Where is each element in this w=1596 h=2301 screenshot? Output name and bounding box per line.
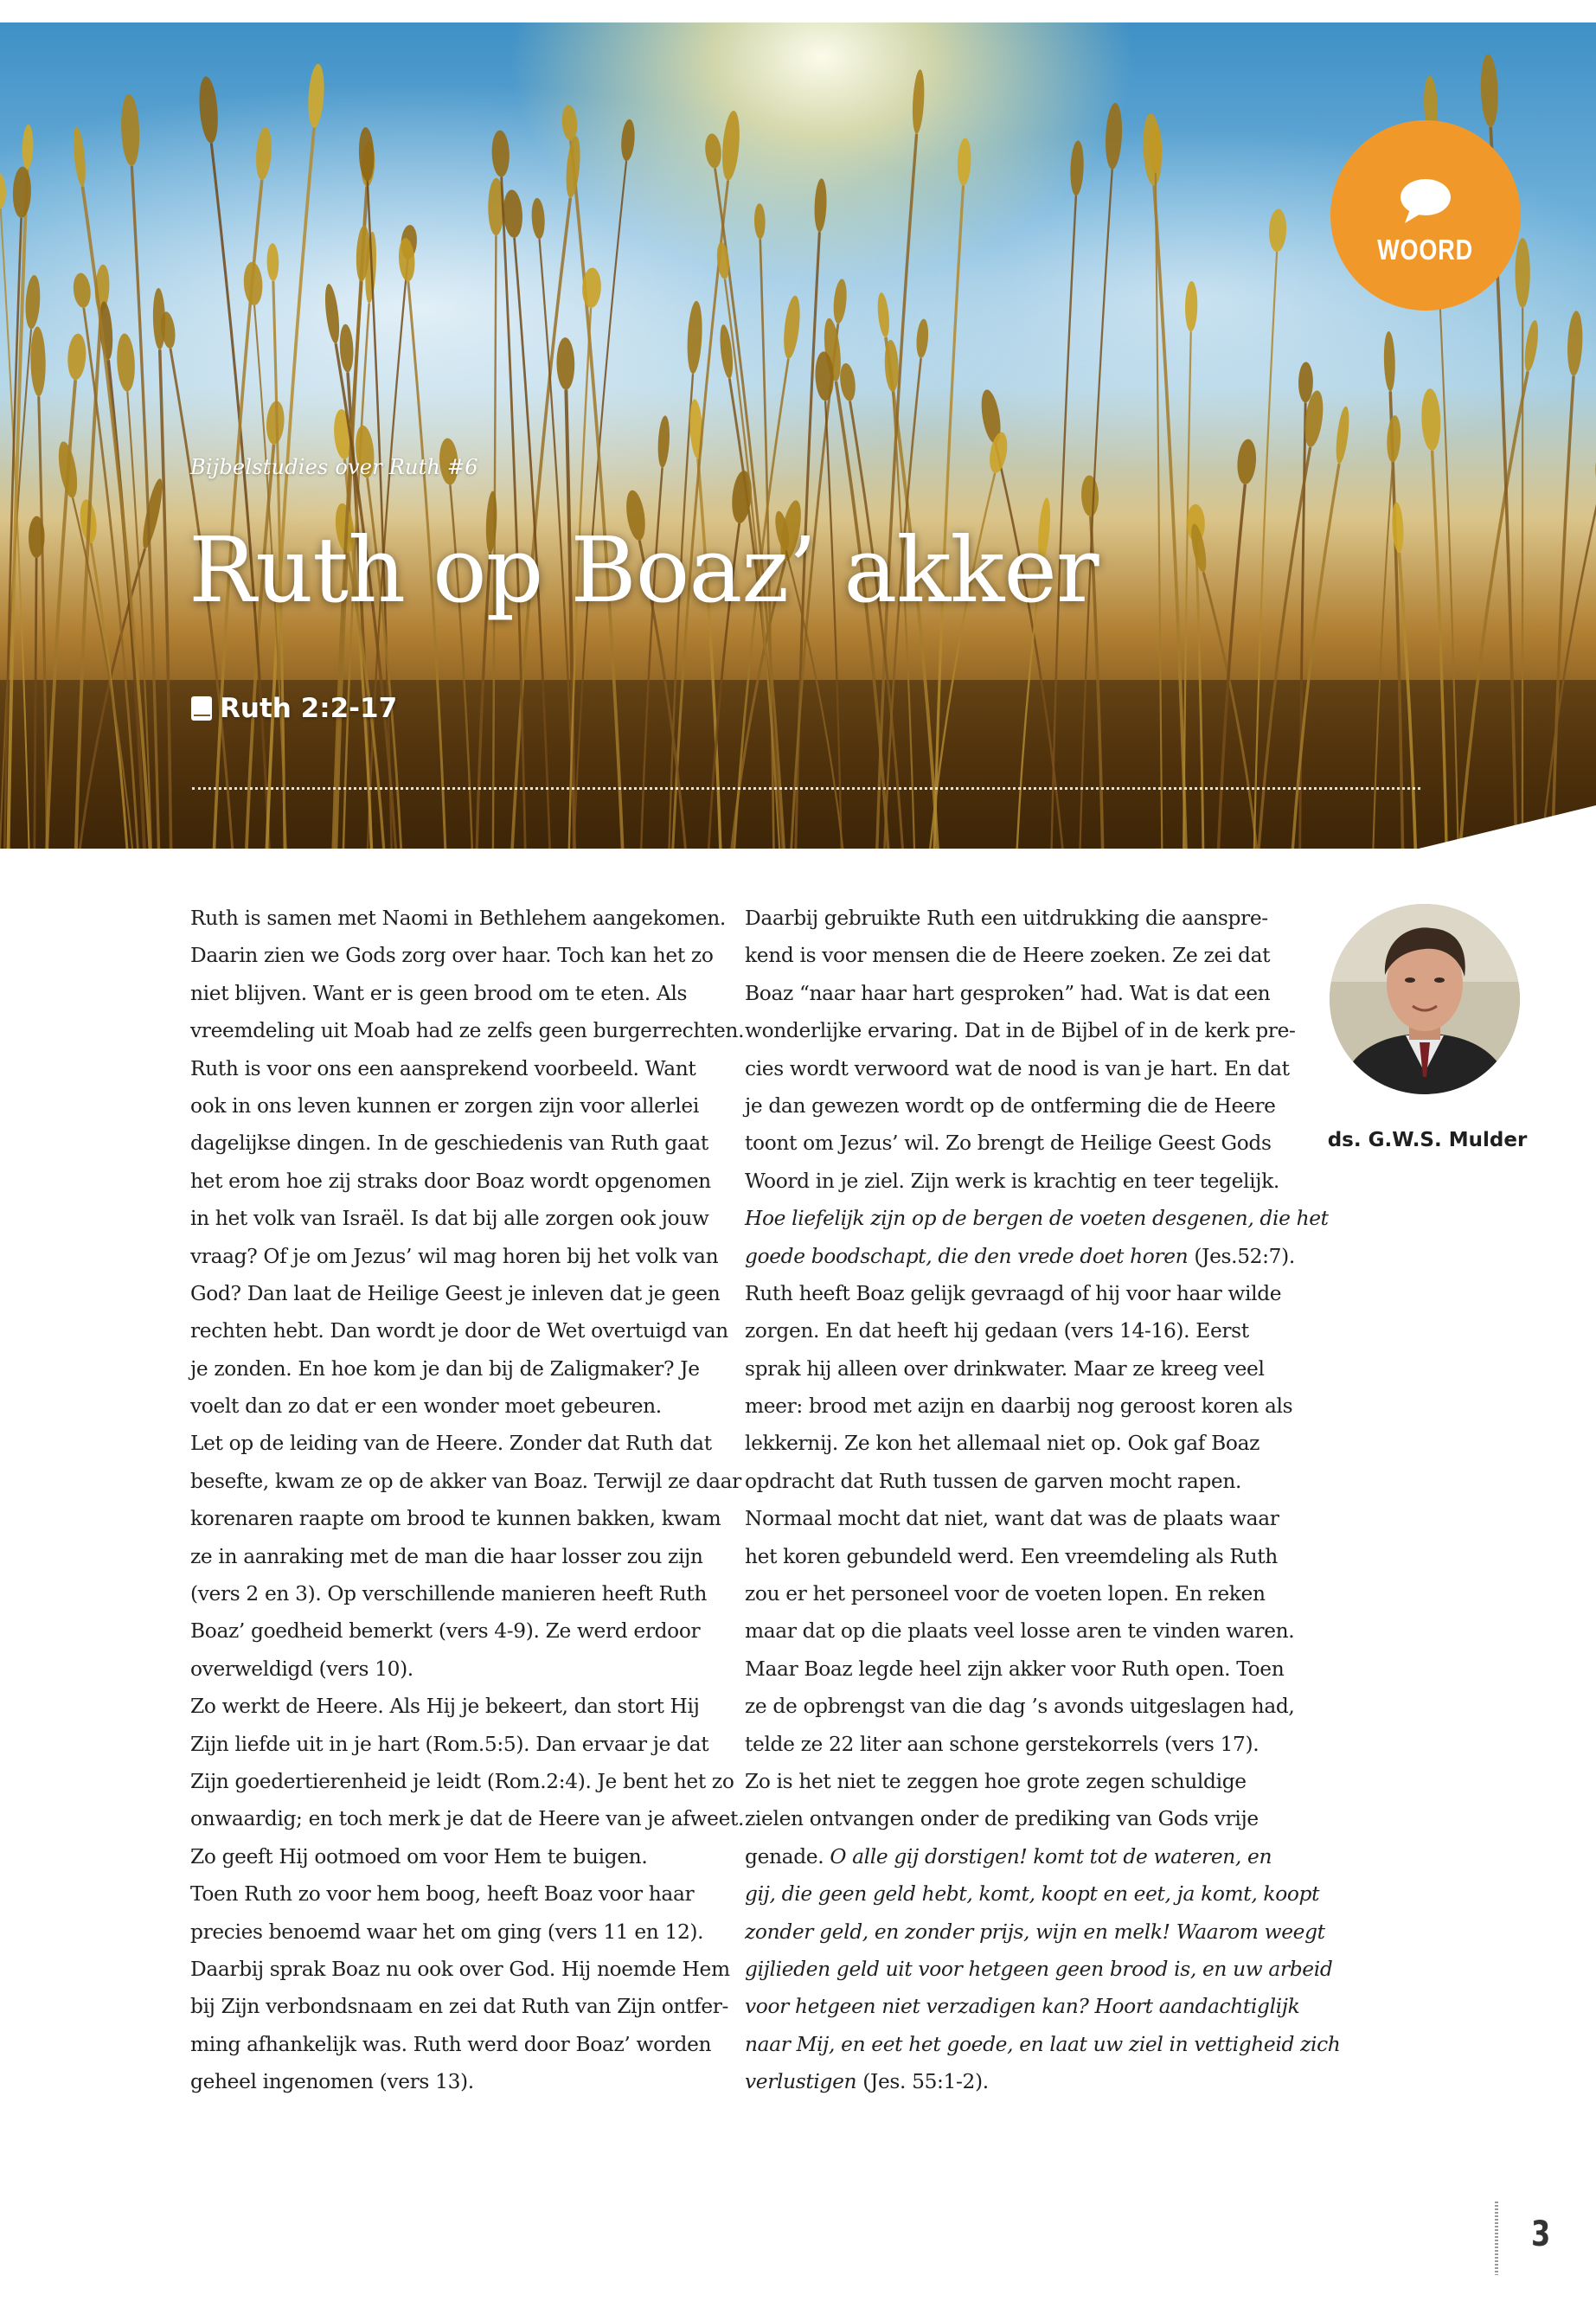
body-text-line (190, 1688, 709, 1725)
body-text: je dan gewezen wordt op de ontferming die de Heere (745, 1093, 1276, 1118)
body-text-line (190, 1800, 745, 1837)
body-text-line (745, 1388, 1293, 1425)
body-text-line (190, 937, 714, 974)
body-text-line (745, 1688, 1295, 1725)
body-text-line (190, 1388, 709, 1425)
body-text: korenaren raapte om brood te kunnen bakken, kwam (190, 1507, 721, 1531)
body-text-line (190, 1125, 709, 1162)
body-text: opdracht dat Ruth tussen de garven mocht rapen. (745, 1469, 1242, 1493)
body-text-line (745, 2026, 1341, 2063)
hero-angled-cut (0, 22, 1596, 849)
scripture-quote-text: voor hetgeen niet verzadigen kan? Hoort aandachtiglijk (745, 1995, 1300, 2019)
body-text-line (190, 1163, 709, 1200)
body-text-line (745, 1275, 1282, 1312)
body-text-line (745, 1800, 1264, 1837)
body-text: niet blijven. Want er is geen brood om te eten. Als (190, 981, 688, 1005)
article-body-left-column (190, 900, 745, 2101)
body-text: Zo geeft Hij ootmoed om voor Hem te buigen. (190, 1844, 648, 1868)
body-text-line (190, 1087, 709, 1125)
body-text: wonderlijke ervaring. Dat in de Bijbel of in de kerk pre- (745, 1019, 1296, 1043)
body-text-line (745, 1838, 1272, 1875)
body-text: genade. (745, 1844, 830, 1868)
body-text: besefte, kwam ze op de akker van Boaz. Terwijl ze daar (190, 1469, 741, 1493)
body-text: (Jes.52:7). (1188, 1244, 1295, 1268)
body-text-line (190, 1612, 709, 1650)
body-text: cies wordt verwoord wat de nood is van je hart. En dat (745, 1056, 1290, 1080)
body-text-line (745, 1312, 1264, 1349)
body-text-line (745, 1575, 1264, 1612)
body-text-line (745, 1087, 1276, 1125)
dotted-divider (192, 787, 1420, 790)
body-text: Zo werkt de Heere. Als Hij je bekeert, dan stort Hij (190, 1695, 700, 1719)
body-text: ze in aanraking met de man die haar losser zou zijn (190, 1544, 703, 1568)
page-number-rule (1495, 2202, 1498, 2275)
body-text-line (190, 975, 709, 1012)
scripture-quote-text: verlustigen (745, 2070, 857, 2094)
body-text: meer: brood met azijn en daarbij nog geroost koren als (745, 1394, 1293, 1419)
body-text-line (745, 1538, 1278, 1575)
body-text: Daarbij sprak Boaz nu ook over God. Hij noemde Hem (190, 1957, 730, 1981)
body-text: zielen ontvangen onder de prediking van Gods vrije (745, 1807, 1259, 1831)
body-text: zorgen. En dat heeft hij gedaan (vers 14-16). Eerst (745, 1319, 1249, 1343)
body-text: overweldigd (vers 10). (190, 1657, 413, 1681)
series-kicker: Bijbelstudies over Ruth #6 (190, 455, 478, 479)
scripture-quote-text: naar Mij, en eet het goede, en laat uw ziel in vettigheid zich (745, 2032, 1341, 2056)
body-text: Zijn liefde uit in je hart (Rom.5:5). Dan ervaar je dat (190, 1732, 709, 1756)
body-text-line (190, 1312, 728, 1349)
scripture-quote-text: gij, die geen geld hebt, komt, koopt en eet, ja komt, koopt (745, 1882, 1320, 1907)
body-text: Boaz’ goedheid bemerkt (vers 4-9). Ze werd erdoor (190, 1619, 701, 1644)
body-text: in het volk van Israël. Is dat bij alle zorgen ook jouw (190, 1207, 709, 1231)
body-text-line (190, 1350, 709, 1388)
body-text-line (190, 1726, 709, 1763)
scripture-reference-text: Ruth 2:2-17 (220, 693, 398, 724)
body-text: rechten hebt. Dan wordt je door de Wet overtuigd van (190, 1319, 728, 1343)
body-text-line (745, 1875, 1320, 1913)
body-text-line (745, 1238, 1295, 1275)
body-text-line (190, 1012, 745, 1049)
body-text-line (745, 1050, 1290, 1087)
body-text: kend is voor mensen die de Heere zoeken. Ze zei dat (745, 944, 1271, 968)
body-text: Maar Boaz legde heel zijn akker voor Ruth open. Toen (745, 1657, 1285, 1681)
body-text-line (745, 1163, 1279, 1200)
body-text-line (190, 1913, 709, 1951)
body-text-line (190, 2026, 712, 2063)
body-text-line (745, 1425, 1264, 1462)
author-portrait (1330, 904, 1520, 1094)
body-text-line (190, 1988, 729, 2025)
body-text-line (745, 1988, 1300, 2025)
page-number: 3 (1531, 2214, 1551, 2254)
body-text: Zijn goedertierenheid je leidt (Rom.2:4). Je bent het zo (190, 1769, 734, 1793)
body-text: bij Zijn verbondsnaam en zei dat Ruth van Zijn ontfer- (190, 1995, 729, 2019)
article-title: Ruth op Boaz’ akker (189, 517, 1099, 623)
body-text-line (190, 1200, 709, 1237)
hero-image (0, 22, 1596, 849)
body-text: het erom hoe zij straks door Boaz wordt opgenomen (190, 1169, 711, 1193)
body-text: je zonden. En hoe kom je dan bij de Zaligmaker? Je (190, 1356, 700, 1381)
body-text: Ruth heeft Boaz gelijk gevraagd of hij voor haar wilde (745, 1281, 1282, 1305)
body-text: Ruth is samen met Naomi in Bethlehem aangekomen. (190, 907, 726, 930)
body-text: maar dat op die plaats veel losse aren te vinden waren. (745, 1619, 1295, 1644)
body-text: Normaal mocht dat niet, want dat was de plaats waar (745, 1507, 1279, 1531)
body-text-line (190, 1650, 709, 1688)
scripture-quote-text: O alle gij dorstigen! komt tot de wateren, en (830, 1844, 1272, 1868)
body-text-line (190, 1463, 741, 1500)
body-text: Toen Ruth zo voor hem boog, heeft Boaz voor haar (190, 1882, 695, 1907)
body-text-line (745, 1726, 1264, 1763)
body-text: ming afhankelijk was. Ruth werd door Boaz’ worden (190, 2032, 712, 2056)
body-text-line (745, 937, 1271, 974)
body-text: ook in ons leven kunnen er zorgen zijn voor allerlei (190, 1093, 699, 1118)
body-text: (Jes. 55:1-2). (856, 2070, 989, 2094)
body-text-line (745, 1012, 1296, 1049)
body-text: het koren gebundeld werd. Een vreemdeling als Ruth (745, 1544, 1278, 1568)
body-text: God? Dan laat de Heilige Geest je inleven dat je geen (190, 1281, 721, 1305)
body-text: voelt dan zo dat er een wonder moet gebeuren. (190, 1394, 662, 1419)
body-text-line (745, 1951, 1333, 1988)
body-text: Zo is het niet te zeggen hoe grote zegen schuldige (745, 1769, 1247, 1793)
body-text-line (190, 1838, 709, 1875)
body-text: ze de opbrengst van die dag ’s avonds uitgeslagen had, (745, 1695, 1295, 1719)
body-text-line (745, 1350, 1264, 1388)
scripture-quote-text: gijlieden geld uit voor hetgeen geen brood is, en uw arbeid (745, 1957, 1333, 1981)
body-text-line (190, 1425, 712, 1462)
body-text: lekkernij. Ze kon het allemaal niet op. Ook gaf Boaz (745, 1432, 1260, 1456)
body-text-line (190, 1275, 721, 1312)
section-badge-label: WOORD (1377, 234, 1474, 266)
body-text: Boaz “naar haar hart gesproken” had. Wat is dat een (745, 981, 1271, 1005)
speech-bubble-icon (1398, 176, 1453, 225)
book-icon (190, 695, 213, 721)
body-text-line (190, 2063, 709, 2100)
body-text-line (745, 1463, 1264, 1500)
body-text-line (745, 1650, 1285, 1688)
body-text-line (745, 1913, 1325, 1951)
scripture-quote-text: goede boodschapt, die den vrede doet horen (745, 1244, 1189, 1268)
body-text-line (745, 900, 1268, 937)
body-text-line (190, 1500, 721, 1537)
body-text: toont om Jezus’ wil. Zo brengt de Heilige Geest Gods (745, 1131, 1272, 1156)
body-text-line (190, 1575, 709, 1612)
body-text: dagelijkse dingen. In de geschiedenis van Ruth gaat (190, 1131, 708, 1156)
body-text-line (190, 1875, 709, 1913)
body-text: zou er het personeel voor de voeten lopen. En reken (745, 1582, 1266, 1606)
body-text: onwaardig; en toch merk je dat de Heere van je afweet. (190, 1807, 745, 1831)
body-text-line (190, 900, 726, 937)
body-text: vreemdeling uit Moab had ze zelfs geen burgerrechten. (190, 1019, 745, 1043)
body-text-line (745, 1200, 1329, 1237)
body-text: precies benoemd waar het om ging (vers 11 en 12). (190, 1920, 704, 1944)
body-text: geheel ingenomen (vers 13). (190, 2070, 474, 2094)
body-text-line (745, 1763, 1264, 1800)
body-text-line (745, 2063, 1264, 2100)
scripture-quote-text: zonder geld, en zonder prijs, wijn en melk! Waarom weegt (745, 1920, 1325, 1944)
scripture-reference (190, 693, 397, 724)
body-text-line (190, 1951, 730, 1988)
author-photo (1330, 904, 1520, 1094)
article-body-right-column (745, 900, 1341, 2101)
body-text: Let op de leiding van de Heere. Zonder dat Ruth dat (190, 1432, 712, 1456)
body-text-line (190, 1050, 709, 1087)
body-text-line (745, 1125, 1272, 1162)
section-badge (1330, 120, 1521, 311)
body-text: Woord in je ziel. Zijn werk is krachtig en teer tegelijk. (745, 1169, 1279, 1193)
author-name: ds. G.W.S. Mulder (1327, 1129, 1528, 1151)
body-text-line (190, 1763, 734, 1800)
body-text-line (745, 1612, 1295, 1650)
body-text: Daarin zien we Gods zorg over haar. Toch kan het zo (190, 944, 714, 968)
body-text: Daarbij gebruikte Ruth een uitdrukking die aanspre- (745, 907, 1268, 930)
body-text: telde ze 22 liter aan schone gerstekorrels (vers 17). (745, 1732, 1259, 1756)
body-text: (vers 2 en 3). Op verschillende manieren heeft Ruth (190, 1582, 708, 1606)
body-text-line (190, 1538, 709, 1575)
body-text-line (745, 975, 1271, 1012)
scripture-quote-text: Hoe liefelijk zijn op de bergen de voeten desgenen, die het (745, 1207, 1329, 1231)
body-text: sprak hij alleen over drinkwater. Maar ze kreeg veel (745, 1356, 1265, 1381)
body-text: vraag? Of je om Jezus’ wil mag horen bij het volk van (190, 1244, 719, 1268)
body-text-line (190, 1238, 719, 1275)
body-text-line (745, 1500, 1279, 1537)
body-text: Ruth is voor ons een aansprekend voorbeeld. Want (190, 1056, 696, 1080)
